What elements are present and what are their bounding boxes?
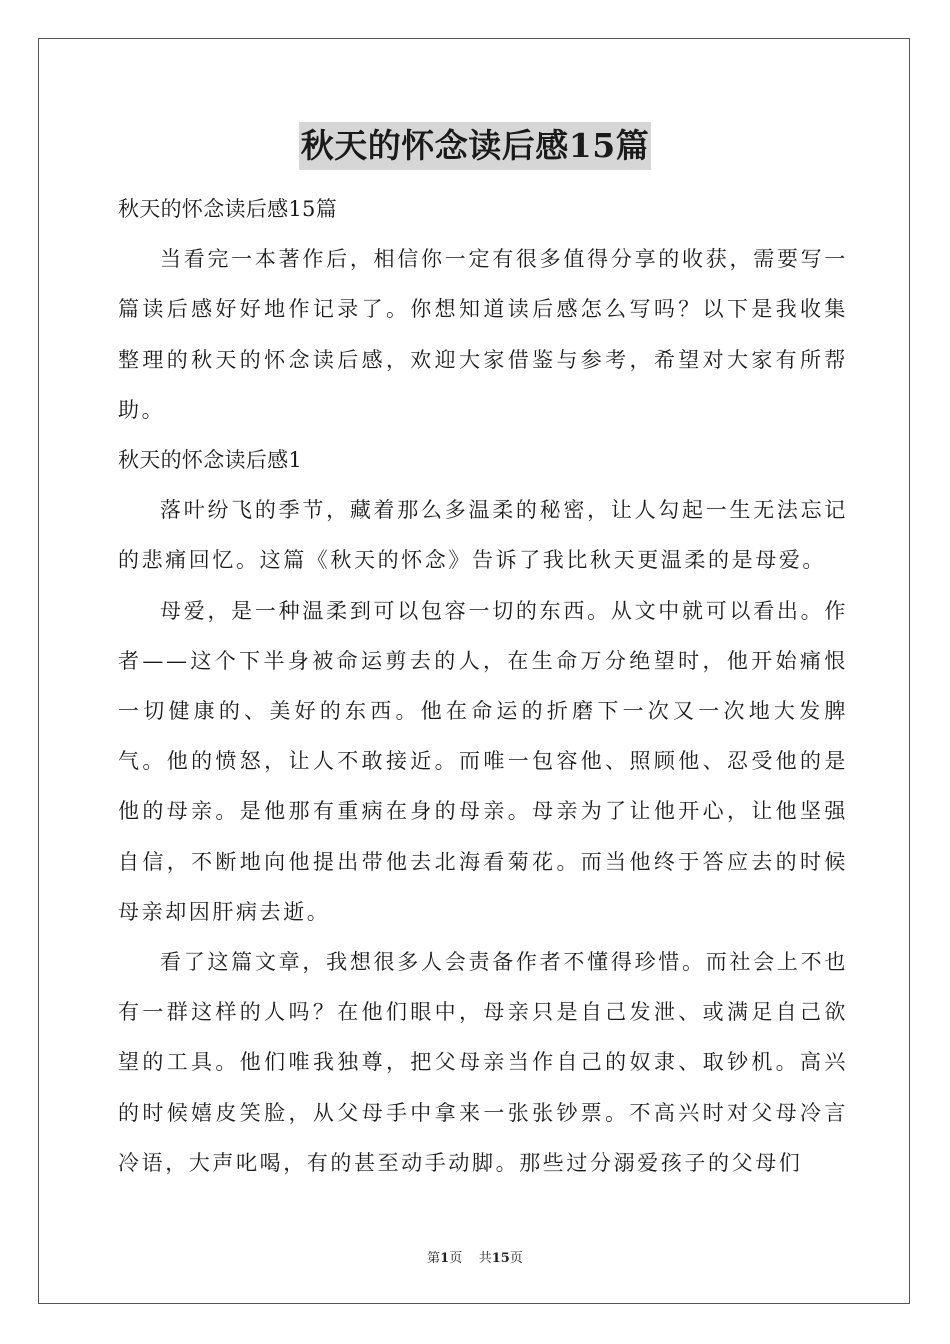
footer-page-number: 1 [440, 1251, 450, 1266]
footer-page-suffix: 页 [449, 1251, 463, 1266]
document-body [118, 184, 848, 1188]
footer-total-pages: 15 [491, 1251, 510, 1266]
footer-total-prefix: 共 [478, 1251, 492, 1266]
intro-paragraph: 当看完一本著作后，相信你一定有很多值得分享的收获，需要写一篇读后感好好地作记录了。你想知道读后感怎么写吗？以下是我收集整理的秋天的怀念读后感，欢迎大家借鉴与参考，希望对大家有所帮助。 [118, 247, 848, 422]
document-subtitle: 秋天的怀念读后感15篇 [118, 197, 338, 221]
section-heading: 秋天的怀念读后感1 [118, 448, 303, 473]
body-paragraph-2: 母爱，是一种温柔到可以包容一切的东西。从文中就可以看出。作者——这个下半身被命运剪去的人，在生命万分绝望时，他开始痛恨一切健康的、美好的东西。他在命运的折磨下一次又一次地大发脾气。他的愤怒，让人不敢接近。而唯一包容他、照顾他、忍受他的是他的母亲。是他那有重病在身的母亲。母亲为了让他开心，让他坚强自信，不断地向他提出带他去北海看菊花。而当他终于答应去的时候母亲却因肝病去逝。 [118, 598, 848, 924]
footer-total-suffix: 页 [509, 1251, 523, 1266]
body-paragraph-3: 看了这篇文章，我想很多人会责备作者不懂得珍惜。而社会上不也有一群这样的人吗？在他们眼中，母亲只是自己发泄、或满足自己欲望的工具。他们唯我独尊，把父母亲当作自己的奴隶、取钞机。高兴的时候嬉皮笑脸，从父母手中拿来一张张钞票。不高兴时对父母冷言冷语，大声叱喝，有的甚至动手动脚。那些过分溺爱孩子的父母们 [118, 950, 848, 1175]
document-title: 秋天的怀念读后感15篇 [299, 122, 651, 170]
footer-page-prefix: 第 [427, 1251, 441, 1266]
page-footer [0, 1247, 950, 1266]
body-paragraph-1: 落叶纷飞的季节，藏着那么多温柔的秘密，让人勾起一生无法忘记的悲痛回忆。这篇《秋天的怀念》告诉了我比秋天更温柔的是母爱。 [118, 498, 848, 573]
title-container [0, 122, 950, 170]
